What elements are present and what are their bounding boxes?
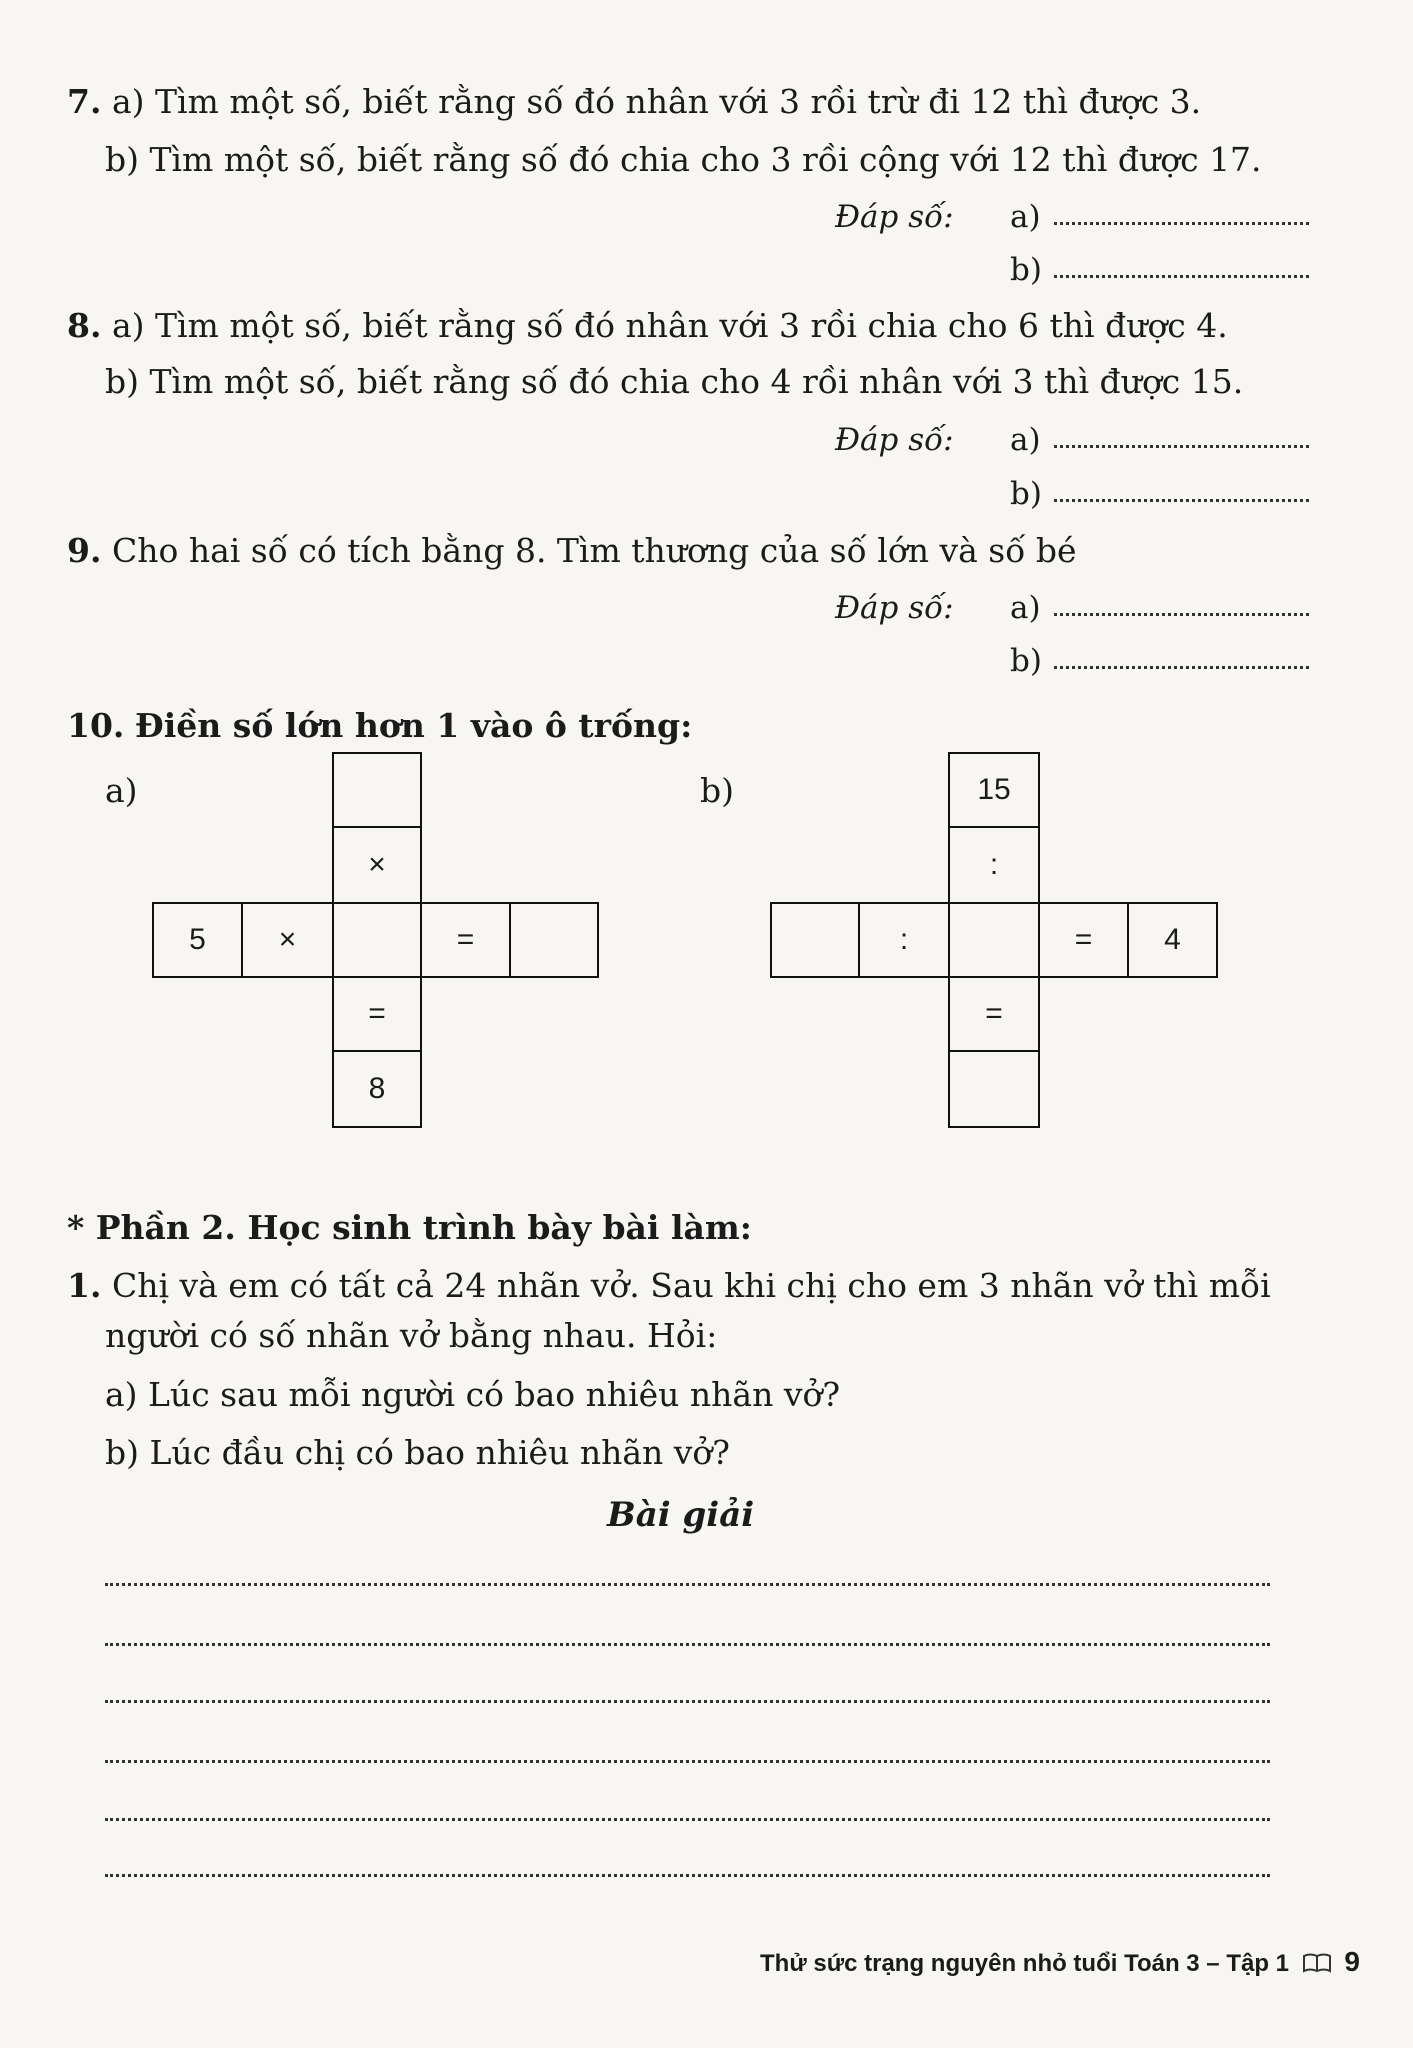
answer-a-label: a) [1010, 199, 1041, 235]
solution-line[interactable] [105, 1700, 1270, 1703]
solution-line[interactable] [105, 1760, 1270, 1763]
solution-line[interactable] [105, 1818, 1270, 1821]
puzzle-cell-equals: = [1038, 902, 1129, 978]
exercise-7-a [67, 82, 1201, 122]
question-text: Chị và em có tất cả 24 nhãn vở. Sau khi chị cho em 3 nhãn vở thì mỗi [111, 1266, 1271, 1305]
open-book-icon [1302, 1952, 1332, 1974]
puzzle-cell-operator: × [332, 826, 422, 904]
exercise-number: 9. [67, 531, 102, 570]
solution-title: Bài giải [607, 1495, 755, 1535]
exercise-number: 7. [67, 82, 102, 121]
puzzle-cell-equals: = [332, 976, 422, 1052]
exercise-7-b: b) Tìm một số, biết rằng số đó chia cho 3 rồi cộng với 12 thì được 17. [105, 140, 1262, 179]
answer-line[interactable] [1054, 275, 1309, 278]
puzzle-cell-empty[interactable] [770, 902, 860, 978]
puzzle-cell-operator: : [948, 826, 1040, 904]
page-number: 9 [1344, 1946, 1360, 1977]
answer-a-label: a) [1010, 422, 1041, 458]
puzzle-cell-number: 8 [332, 1050, 422, 1128]
exercise-text: a) Tìm một số, biết rằng số đó nhân với 3 rồi trừ đi 12 thì được 3. [111, 82, 1202, 121]
exercise-number: 8. [67, 306, 102, 345]
puzzle-cell-equals: = [420, 902, 511, 978]
exercise-9 [67, 531, 1077, 571]
solution-line[interactable] [105, 1874, 1270, 1877]
exercise-8-b: b) Tìm một số, biết rằng số đó chia cho 4 rồi nhân với 3 thì được 15. [105, 362, 1244, 401]
puzzle-b-label: b) [700, 771, 734, 810]
puzzle-cell-operator: : [858, 902, 950, 978]
answer-line[interactable] [1054, 222, 1309, 225]
solution-line[interactable] [105, 1583, 1270, 1586]
puzzle-cell-empty[interactable] [332, 752, 422, 828]
part-2-heading: * Phần 2. Học sinh trình bày bài làm: [67, 1208, 752, 1247]
question-number: 1. [67, 1266, 102, 1305]
exercise-text: a) Tìm một số, biết rằng số đó nhân với 3 rồi chia cho 6 thì được 4. [111, 306, 1228, 345]
exercise-text: Cho hai số có tích bằng 8. Tìm thương của số lớn và số bé [111, 531, 1077, 570]
puzzle-cell-empty[interactable] [509, 902, 599, 978]
puzzle-cell-empty[interactable] [948, 902, 1040, 978]
answer-line[interactable] [1054, 499, 1309, 502]
answer-label-9: Đáp số: [835, 590, 954, 626]
exercise-text: Điền số lớn hơn 1 vào ô trống: [134, 706, 693, 745]
page-footer [760, 1946, 1360, 1978]
puzzle-cell-equals: = [948, 976, 1040, 1052]
puzzle-cell-number: 5 [152, 902, 243, 978]
answer-line[interactable] [1054, 666, 1309, 669]
puzzle-a-label: a) [105, 771, 138, 810]
answer-b-label: b) [1010, 643, 1042, 679]
answer-label-8: Đáp số: [835, 422, 954, 458]
book-title: Thử sức trạng nguyên nhỏ tuổi Toán 3 – Tập 1 [760, 1950, 1290, 1977]
answer-label-7: Đáp số: [835, 199, 954, 235]
exercise-number: 10. [67, 706, 125, 745]
exercise-8-a [67, 306, 1228, 346]
question-1-b: b) Lúc đầu chị có bao nhiêu nhãn vở? [105, 1433, 730, 1472]
puzzle-cell-number: 15 [948, 752, 1040, 828]
answer-line[interactable] [1054, 613, 1309, 616]
answer-a-label: a) [1010, 590, 1041, 626]
question-1-line-2: người có số nhãn vở bằng nhau. Hỏi: [105, 1316, 718, 1355]
question-1-line-1 [67, 1266, 1271, 1306]
solution-line[interactable] [105, 1643, 1270, 1646]
puzzle-cell-empty[interactable] [948, 1050, 1040, 1128]
puzzle-cell-number: 4 [1127, 902, 1218, 978]
answer-b-label: b) [1010, 476, 1042, 512]
exercise-10 [67, 706, 692, 746]
puzzle-cell-empty[interactable] [332, 902, 422, 978]
puzzle-cell-operator: × [241, 902, 334, 978]
answer-line[interactable] [1054, 445, 1309, 448]
answer-b-label: b) [1010, 252, 1042, 288]
question-1-a: a) Lúc sau mỗi người có bao nhiêu nhãn vở? [105, 1375, 841, 1414]
